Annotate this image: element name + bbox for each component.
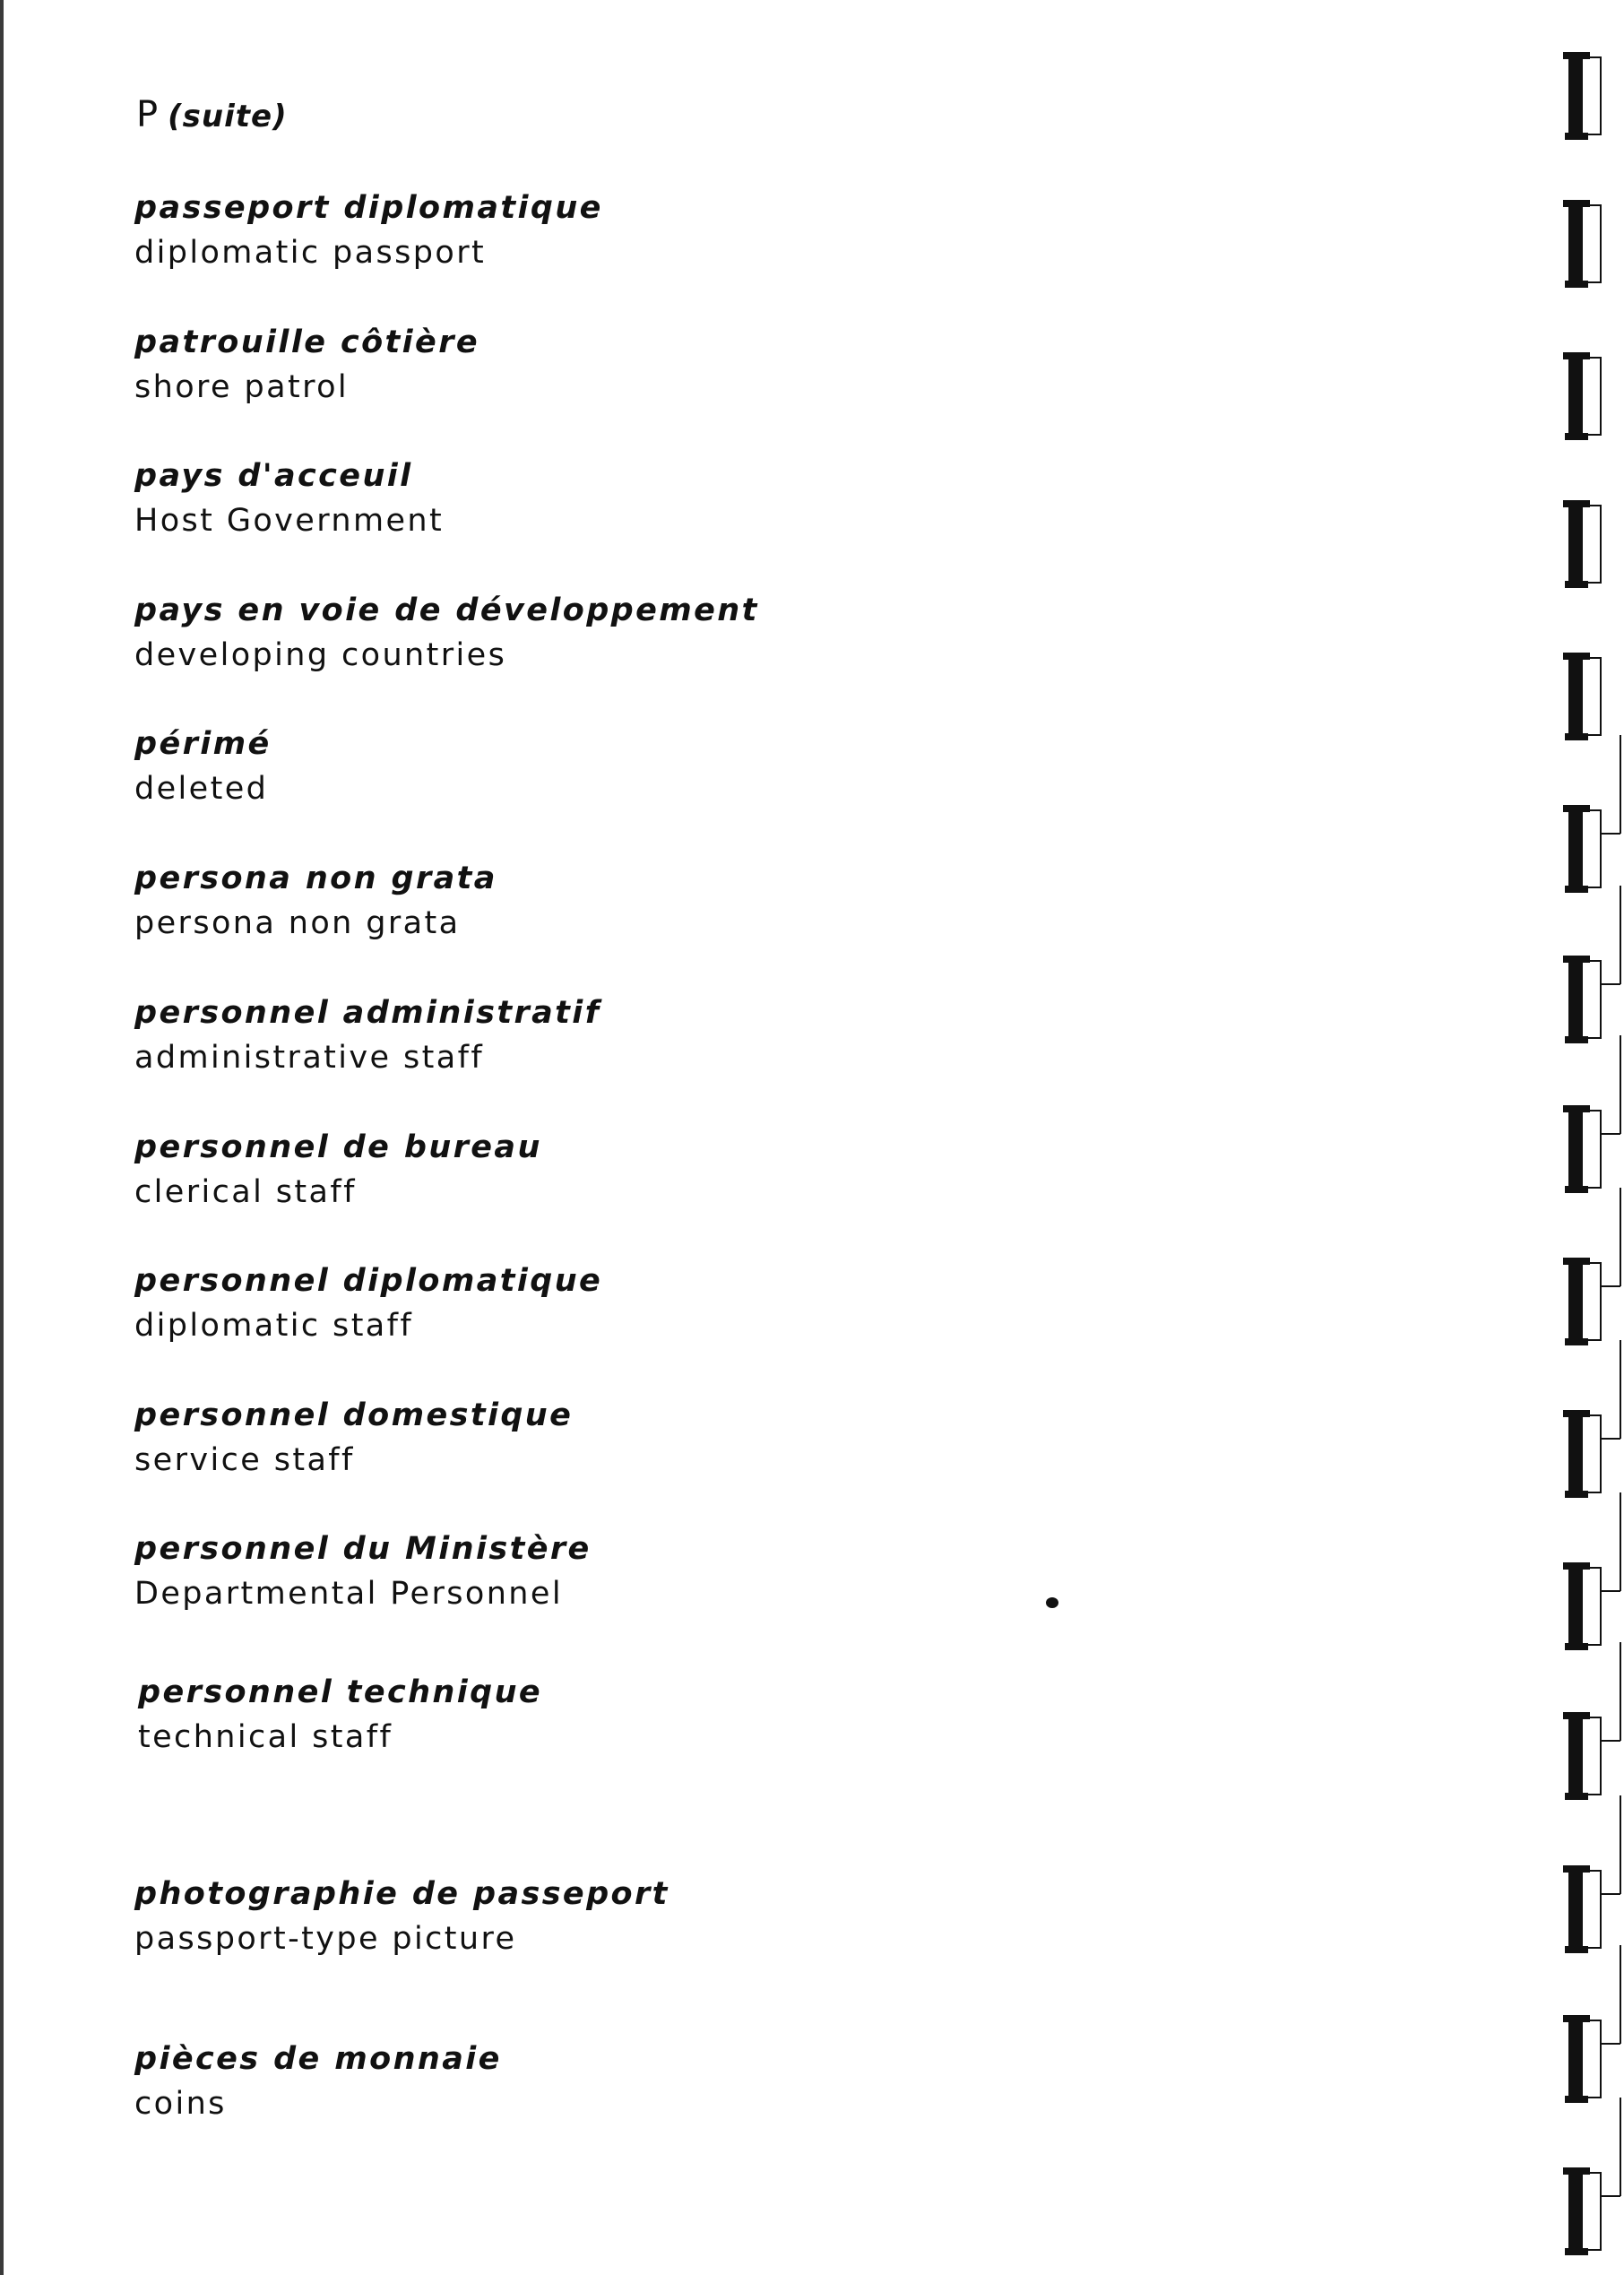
entry-term: personnel du Ministère (134, 1531, 592, 1567)
binding-ring (1563, 886, 1620, 1043)
entry-translation: clerical staff (134, 1174, 357, 1210)
glossary-entry (134, 1527, 592, 1616)
entry-term: personnel diplomatique (134, 1263, 603, 1299)
heading-suffix: (suite) (168, 99, 288, 134)
glossary-entry (134, 186, 603, 275)
entry-term: persona non grata (134, 861, 497, 896)
glossary-entry (134, 1259, 602, 1348)
binding-ring (1563, 1188, 1620, 1345)
entry-translation: persona non grata (134, 905, 461, 941)
binding-ring (1563, 1795, 1620, 1953)
entry-term: personnel administratif (134, 995, 601, 1031)
binding-ring (1563, 1340, 1620, 1498)
entry-translation: developing countries (134, 637, 507, 673)
entry-term: personnel de bureau (134, 1129, 542, 1165)
entry-translation: service staff (134, 1442, 355, 1478)
entry-term: personnel domestique (134, 1397, 574, 1433)
glossary-entry (134, 2037, 502, 2126)
glossary-entry (134, 1872, 669, 1961)
spiral-binding-icon (1561, 0, 1624, 2275)
binding-ring (1563, 352, 1601, 440)
entry-term: passeport diplomatique (134, 190, 603, 226)
binding-ring (1563, 52, 1601, 140)
glossary-entry (134, 1125, 542, 1215)
glossary-entry (134, 454, 444, 543)
glossary-entry (134, 1393, 573, 1483)
entry-term: pays d'acceuil (134, 458, 413, 494)
entry-translation: coins (134, 2086, 227, 2122)
binding-ring (1563, 1642, 1620, 1800)
entry-term: personnel technique (138, 1674, 543, 1710)
entry-term: périmé (134, 726, 272, 762)
binding-ring (1563, 200, 1601, 288)
page-left-edge (0, 0, 4, 2275)
binding-ring (1563, 653, 1601, 740)
glossary-entry (134, 990, 600, 1080)
entry-term: pièces de monnaie (134, 2041, 502, 2077)
binding-ring (1563, 2098, 1620, 2255)
binding-ring (1563, 735, 1620, 893)
entry-translation: shore patrol (134, 369, 350, 405)
entry-translation: Departmental Personnel (134, 1576, 563, 1612)
entry-translation: diplomatic passport (134, 235, 487, 271)
entry-translation: deleted (134, 771, 269, 807)
entry-translation: Host Government (134, 503, 445, 539)
binding-ring (1563, 500, 1601, 588)
glossary-entry (134, 320, 479, 410)
entry-translation: passport-type picture (134, 1921, 517, 1957)
entry-term: pays en voie de développement (134, 593, 759, 628)
glossary-entry (134, 722, 272, 811)
entry-translation: technical staff (138, 1719, 393, 1755)
entry-term: photographie de passeport (134, 1876, 669, 1912)
binding-ring (1563, 1035, 1620, 1193)
binding-ring (1563, 1492, 1620, 1650)
binding-ring (1563, 1945, 1620, 2103)
page-heading (136, 93, 288, 136)
glossary-entry (134, 588, 759, 678)
entry-translation: administrative staff (134, 1040, 485, 1076)
glossary-entry (138, 1670, 542, 1760)
entry-translation: diplomatic staff (134, 1308, 414, 1344)
heading-letter: P (136, 94, 160, 135)
ink-speck (1046, 1597, 1058, 1608)
entry-term: patrouille côtière (134, 324, 479, 360)
glossary-entry (134, 856, 497, 946)
